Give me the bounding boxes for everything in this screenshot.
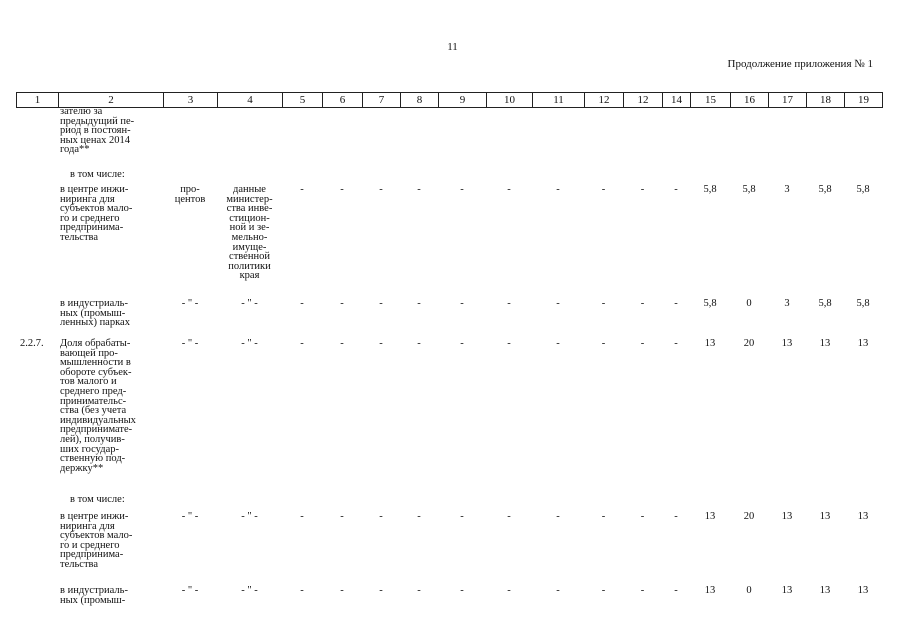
value-cell: 5,8 bbox=[703, 298, 717, 309]
source-line: министер- bbox=[226, 193, 273, 205]
value-cell: 20 bbox=[743, 338, 755, 349]
empty-value-dash: - bbox=[556, 511, 560, 522]
empty-value-dash: - bbox=[601, 184, 606, 195]
indicator-name-line: в индустриаль- bbox=[60, 585, 128, 596]
empty-value-dash: - bbox=[460, 184, 464, 195]
value-cell: 13 bbox=[704, 511, 716, 522]
indicator-name-line: предпринима- bbox=[60, 222, 124, 234]
indicator-name-line: зателю за bbox=[60, 106, 103, 117]
source-line: края bbox=[239, 270, 260, 282]
empty-value-dash: - bbox=[674, 585, 678, 596]
indicator-name-line: ниринга для bbox=[60, 193, 115, 205]
column-header-6: 6 bbox=[323, 93, 363, 108]
empty-value-dash: - bbox=[556, 298, 560, 309]
column-header-14: 14 bbox=[663, 93, 691, 108]
subheading-text: в том числе: bbox=[70, 494, 125, 505]
source-line: политики bbox=[228, 260, 271, 272]
value-cell: 13 bbox=[819, 585, 831, 596]
indicator-name-line: ниринга для bbox=[60, 520, 115, 532]
empty-value-dash: - bbox=[417, 585, 421, 596]
empty-value-dash: - bbox=[674, 298, 678, 309]
value-cell: 13 bbox=[857, 338, 869, 349]
empty-value-dash: - bbox=[340, 511, 344, 522]
source-line: ной и зе- bbox=[229, 222, 270, 234]
value-cell: 13 bbox=[857, 585, 869, 596]
source-line: данные bbox=[233, 184, 266, 195]
source-line: мельно- bbox=[231, 232, 268, 243]
indicator-name-line: индивидуальных bbox=[60, 414, 136, 426]
indicator-name-line: тов малого и bbox=[60, 376, 117, 388]
empty-value-dash: - bbox=[674, 338, 678, 349]
indicator-name-line: среднего пред- bbox=[60, 386, 127, 397]
empty-value-dash: - bbox=[640, 184, 645, 195]
column-header-19: 19 bbox=[845, 93, 883, 108]
source-line: стицион- bbox=[229, 212, 270, 224]
empty-value-dash: - bbox=[340, 585, 344, 596]
indicator-name-line: вающей про- bbox=[60, 347, 118, 359]
source-line: - " - bbox=[241, 338, 258, 349]
empty-value-dash: - bbox=[417, 338, 421, 349]
indicator-name-line: в индустриаль- bbox=[60, 298, 128, 309]
empty-value-dash: - bbox=[417, 511, 421, 522]
empty-value-dash: - bbox=[556, 184, 560, 195]
empty-value-dash: - bbox=[417, 184, 421, 195]
page-number: 11 bbox=[447, 41, 458, 53]
indicator-name-line: го и среднего bbox=[60, 539, 120, 551]
column-header-row bbox=[17, 93, 883, 108]
value-cell: 0 bbox=[746, 585, 752, 596]
indicator-name-line: ленных) парках bbox=[60, 317, 130, 329]
value-cell: 13 bbox=[819, 338, 831, 349]
value-cell: 13 bbox=[704, 585, 716, 596]
indicator-name-line: в центре инжи- bbox=[60, 511, 129, 522]
empty-value-dash: - bbox=[640, 585, 645, 596]
empty-value-dash: - bbox=[507, 184, 511, 195]
column-header-15: 15 bbox=[691, 93, 731, 108]
value-cell: 20 bbox=[743, 511, 755, 522]
empty-value-dash: - bbox=[300, 585, 304, 596]
source-line: ственной bbox=[229, 251, 270, 263]
value-cell: 0 bbox=[746, 298, 752, 309]
indicator-name-line: ных ценах 2014 bbox=[60, 134, 130, 146]
value-cell: 5,8 bbox=[703, 184, 717, 195]
empty-value-dash: - bbox=[340, 338, 344, 349]
empty-value-dash: - bbox=[300, 338, 304, 349]
column-header-table bbox=[16, 92, 883, 108]
empty-value-dash: - bbox=[300, 184, 304, 195]
indicator-name-line: мышленности в bbox=[60, 357, 131, 369]
empty-value-dash: - bbox=[601, 511, 606, 522]
empty-value-dash: - bbox=[674, 511, 678, 522]
value-cell: 5,8 bbox=[818, 298, 832, 309]
indicator-name-line: предыдущий пе- bbox=[60, 115, 135, 127]
column-header-3: 3 bbox=[164, 93, 218, 108]
column-header-2: 2 bbox=[59, 93, 164, 108]
empty-value-dash: - bbox=[460, 511, 464, 522]
column-header-16: 16 bbox=[731, 93, 769, 108]
source-line: имуще- bbox=[232, 241, 267, 253]
column-header-18: 18 bbox=[807, 93, 845, 108]
empty-value-dash: - bbox=[507, 338, 511, 349]
column-header-8: 8 bbox=[401, 93, 439, 108]
value-cell: 3 bbox=[784, 184, 790, 195]
value-cell: 5,8 bbox=[856, 184, 870, 195]
value-cell: 13 bbox=[704, 338, 716, 349]
source-line: - " - bbox=[241, 585, 258, 596]
value-cell: 5,8 bbox=[818, 184, 832, 195]
column-header-12: 12 bbox=[585, 93, 624, 108]
empty-value-dash: - bbox=[507, 585, 511, 596]
value-cell: 3 bbox=[784, 298, 790, 309]
empty-value-dash: - bbox=[556, 585, 560, 596]
indicator-name-line: принимательс- bbox=[60, 395, 127, 407]
value-cell: 13 bbox=[819, 511, 831, 522]
indicator-name-line: субъектов мало- bbox=[60, 203, 133, 215]
column-header-17: 17 bbox=[769, 93, 807, 108]
indicator-name-line: ственную под- bbox=[60, 453, 126, 465]
empty-value-dash: - bbox=[340, 298, 344, 309]
indicator-name-line: предпринима- bbox=[60, 549, 124, 561]
empty-value-dash: - bbox=[640, 298, 645, 309]
indicator-name-line: в центре инжи- bbox=[60, 184, 129, 195]
empty-value-dash: - bbox=[601, 585, 606, 596]
column-header-1: 1 bbox=[17, 93, 59, 108]
empty-value-dash: - bbox=[460, 298, 464, 309]
empty-value-dash: - bbox=[507, 298, 511, 309]
indicator-name-line: ных (промыш- bbox=[60, 307, 126, 319]
empty-value-dash: - bbox=[379, 511, 383, 522]
empty-value-dash: - bbox=[601, 298, 606, 309]
empty-value-dash: - bbox=[379, 184, 383, 195]
indicator-name-line: года** bbox=[60, 144, 90, 156]
empty-value-dash: - bbox=[300, 511, 304, 522]
value-cell: 13 bbox=[781, 585, 793, 596]
indicator-name-line: риод в постоян- bbox=[60, 125, 131, 137]
empty-value-dash: - bbox=[340, 184, 344, 195]
source-line: - " - bbox=[241, 298, 258, 309]
row-number: 2.2.7. bbox=[20, 338, 44, 349]
indicator-name-line: ства (без учета bbox=[60, 405, 127, 417]
source-line: ства инве- bbox=[226, 203, 273, 215]
indicator-name-line: ших государ- bbox=[60, 443, 119, 455]
empty-value-dash: - bbox=[640, 511, 645, 522]
empty-value-dash: - bbox=[379, 298, 383, 309]
indicator-name-line: держку** bbox=[60, 462, 104, 474]
empty-value-dash: - bbox=[460, 585, 464, 596]
empty-value-dash: - bbox=[640, 338, 645, 349]
column-header-11: 11 bbox=[533, 93, 585, 108]
empty-value-dash: - bbox=[674, 184, 678, 195]
unit-line: центов bbox=[174, 193, 206, 205]
column-header-7: 7 bbox=[363, 93, 401, 108]
column-header-13: 12 bbox=[624, 93, 663, 108]
value-cell: 13 bbox=[781, 338, 793, 349]
empty-value-dash: - bbox=[556, 338, 560, 349]
indicator-name-line: предпринимате- bbox=[60, 424, 133, 436]
empty-value-dash: - bbox=[379, 338, 383, 349]
empty-value-dash: - bbox=[507, 511, 511, 522]
value-cell: 13 bbox=[857, 511, 869, 522]
empty-value-dash: - bbox=[601, 338, 606, 349]
unit-line: про- bbox=[180, 184, 200, 195]
empty-value-dash: - bbox=[417, 298, 421, 309]
indicator-name-line: тельства bbox=[60, 232, 99, 243]
unit-line: - " - bbox=[181, 511, 199, 522]
continuation-label: Продолжение приложения № 1 bbox=[727, 58, 873, 70]
table-body bbox=[0, 107, 905, 640]
indicator-name-line: ных (промыш- bbox=[60, 594, 126, 606]
indicator-name-line: Доля обрабаты- bbox=[60, 338, 131, 349]
unit-line: - " - bbox=[181, 298, 199, 309]
value-cell: 13 bbox=[781, 511, 793, 522]
subheading-text: в том числе: bbox=[70, 169, 125, 180]
source-line: - " - bbox=[241, 511, 258, 522]
column-header-9: 9 bbox=[439, 93, 487, 108]
column-header-5: 5 bbox=[283, 93, 323, 108]
indicator-name-line: обороте субъек- bbox=[60, 366, 132, 378]
unit-line: - " - bbox=[181, 338, 199, 349]
column-header-10: 10 bbox=[487, 93, 533, 108]
indicator-name-line: тельства bbox=[60, 559, 99, 570]
column-header-4: 4 bbox=[218, 93, 283, 108]
empty-value-dash: - bbox=[300, 298, 304, 309]
indicator-name-line: го и среднего bbox=[60, 212, 120, 224]
indicator-name-line: субъектов мало- bbox=[60, 530, 133, 542]
empty-value-dash: - bbox=[460, 338, 464, 349]
value-cell: 5,8 bbox=[742, 184, 756, 195]
value-cell: 5,8 bbox=[856, 298, 870, 309]
empty-value-dash: - bbox=[379, 585, 383, 596]
unit-line: - " - bbox=[181, 585, 199, 596]
indicator-name-line: лей), получив- bbox=[60, 434, 125, 445]
